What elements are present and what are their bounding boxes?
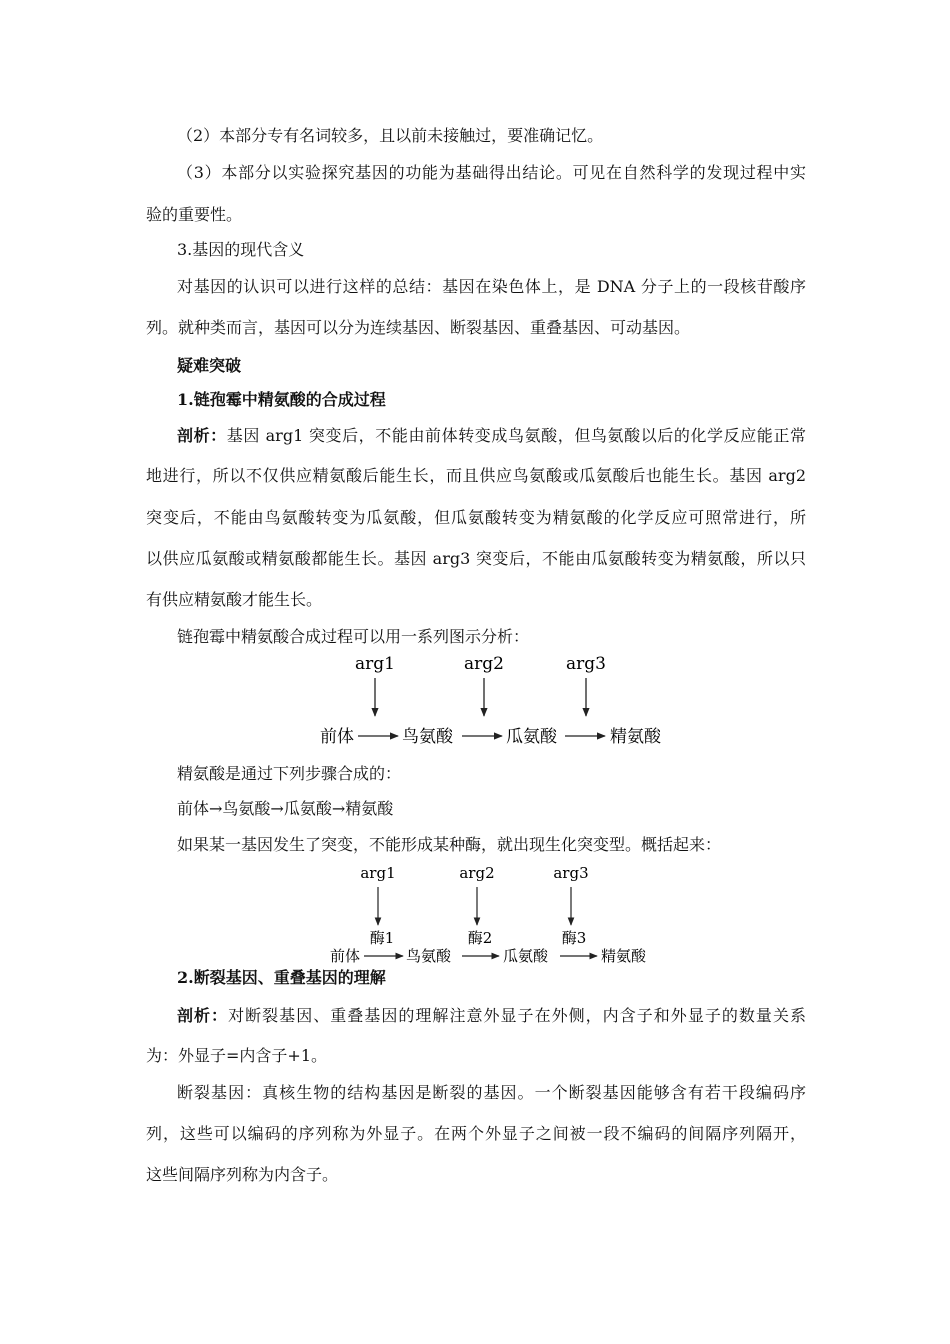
paragraph-text: 基因 arg1 突变后，不能由前体转变成鸟氨酸，但鸟氨酸以后的化学反应能正常 xyxy=(226,426,806,445)
analysis-label: 剖析： xyxy=(177,1006,229,1025)
paragraph-line: 为：外显子=内含子+1。 xyxy=(146,1046,327,1065)
paragraph-line: 这些间隔序列称为内含子。 xyxy=(146,1165,339,1184)
paragraph-line: 链孢霉中精氨酸合成过程可以用一系列图示分析： xyxy=(177,627,530,646)
enzyme-label: 酶3 xyxy=(561,929,587,947)
compound-label: 瓜氨酸 xyxy=(503,947,549,965)
compound-label: 精氨酸 xyxy=(601,947,647,965)
paragraph-line: 如果某一基因发生了突变，不能形成某种酶，就出现生化突变型。概括起来： xyxy=(177,835,722,854)
paragraph-line: 列。就种类而言，基因可以分为连续基因、断裂基因、重叠基因、可动基因。 xyxy=(146,318,691,337)
section-heading: 3.基因的现代含义 xyxy=(177,240,305,259)
analysis-label: 剖析： xyxy=(177,426,227,445)
section-heading: 1.链孢霉中精氨酸的合成过程 xyxy=(177,390,386,409)
paragraph-line: 对基因的认识可以进行这样的总结：基因在染色体上，是 DNA 分子上的一段核苷酸序 xyxy=(177,277,806,296)
paragraph-line: 地进行，所以不仅供应精氨酸后能生长，而且供应鸟氨酸或瓜氨酸后也能生长。基因 arg2 xyxy=(146,466,806,485)
enzyme-label: 酶2 xyxy=(467,929,493,947)
section-heading: 疑难突破 xyxy=(177,356,242,375)
compound-label: 精氨酸 xyxy=(610,727,661,747)
paragraph-line: 验的重要性。 xyxy=(146,205,243,224)
gene-label: arg1 xyxy=(360,864,396,882)
paragraph-text: 对断裂基因、重叠基因的理解注意外显子在外侧，内含子和外显子的数量关系 xyxy=(228,1006,806,1025)
compound-label: 鸟氨酸 xyxy=(406,947,452,965)
paragraph-line: 以供应瓜氨酸或精氨酸都能生长。基因 arg3 突变后，不能由瓜氨酸转变为精氨酸，所以只 xyxy=(146,549,806,568)
enzyme-label: 酶1 xyxy=(369,929,395,947)
gene-label: arg3 xyxy=(566,654,606,674)
paragraph-line: （3）本部分以实验探究基因的功能为基础得出结论。可见在自然科学的发现过程中实 xyxy=(177,163,806,182)
paragraph-line: 列，这些可以编码的序列称为外显子。在两个外显子之间被一段不编码的间隔序列隔开， xyxy=(146,1124,806,1143)
paragraph-line xyxy=(177,1006,806,1026)
gene-label: arg3 xyxy=(553,864,589,882)
pathway-text: 前体→鸟氨酸→瓜氨酸→精氨酸 xyxy=(177,799,394,818)
paragraph-line: 精氨酸是通过下列步骤合成的： xyxy=(177,764,402,783)
compound-label: 前体 xyxy=(330,947,361,965)
compound-label: 前体 xyxy=(320,727,354,747)
section-heading: 2.断裂基因、重叠基因的理解 xyxy=(177,968,386,987)
gene-label: arg2 xyxy=(459,864,495,882)
gene-label: arg1 xyxy=(355,654,395,674)
compound-label: 鸟氨酸 xyxy=(402,727,453,747)
gene-label: arg2 xyxy=(464,654,504,674)
paragraph-line: 突变后，不能由鸟氨酸转变为瓜氨酸，但瓜氨酸转变为精氨酸的化学反应可照常进行，所 xyxy=(146,508,806,527)
paragraph-line: （2）本部分专有名词较多，且以前未接触过，要准确记忆。 xyxy=(177,126,604,145)
paragraph-line: 断裂基因：真核生物的结构基因是断裂的基因。一个断裂基因能够含有若干段编码序 xyxy=(177,1083,806,1102)
compound-label: 瓜氨酸 xyxy=(506,727,557,747)
paragraph-line: 有供应精氨酸才能生长。 xyxy=(146,590,323,609)
